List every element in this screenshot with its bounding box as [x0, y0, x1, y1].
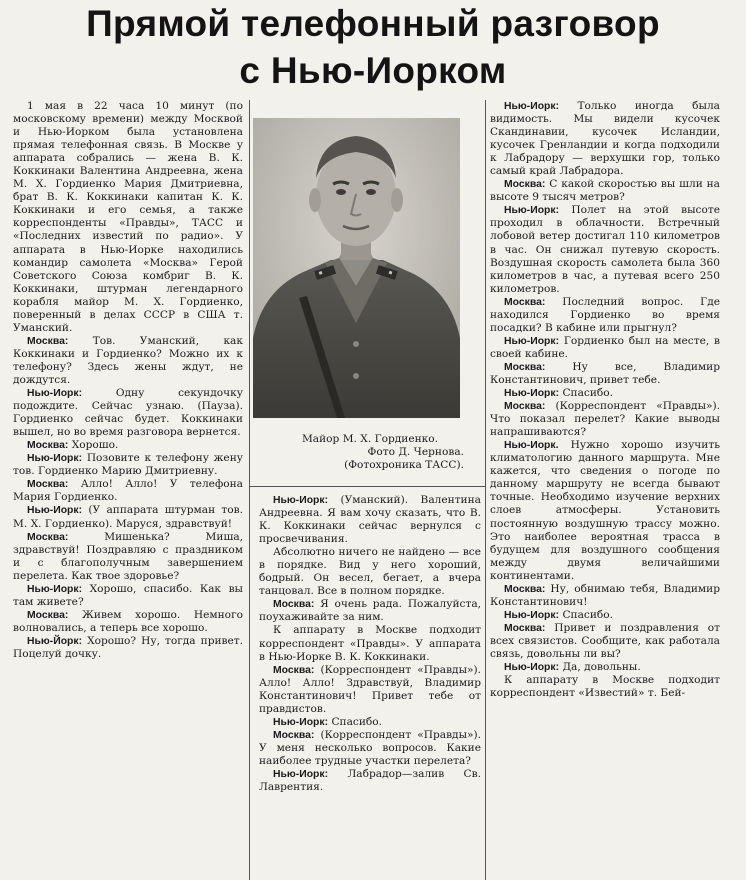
paragraph-text: (Корреспондент «Правды»). У меня несколько вопросов. Какие наиболее трудные участки перелета?: [259, 728, 481, 767]
paragraph: [490, 361, 720, 387]
speaker-label: Москва:: [273, 729, 315, 741]
speaker-label: Нью-Иорк:: [27, 583, 83, 595]
speaker-label: Нью-Иорк:: [273, 768, 329, 780]
paragraph: [13, 439, 243, 452]
paragraph: [13, 478, 243, 504]
paragraph: [13, 100, 243, 335]
paragraph: [490, 178, 720, 204]
paragraph: [13, 452, 243, 478]
paragraph: [13, 609, 243, 635]
paragraph-text: Лабрадор—залив Св. Лаврентия.: [259, 767, 481, 794]
speaker-label: Нью-Иорк:: [504, 205, 560, 217]
speaker-label: Москва:: [27, 440, 69, 452]
speaker-label: Нью-Иорк:: [27, 505, 83, 517]
speaker-label: Москва:: [273, 664, 315, 676]
speaker-label: Москва:: [27, 609, 69, 621]
paragraph-text: Спасибо.: [331, 715, 383, 728]
speaker-label: Нью-Иорк:: [273, 716, 329, 728]
speaker-label: Москва:: [27, 335, 69, 347]
paragraph: [13, 335, 243, 387]
speaker-label: Нью-Иорк:: [27, 388, 83, 400]
paragraph-text: К аппарату в Москве подходит корреспондент «Известий» т. Бей-: [490, 674, 720, 700]
speaker-label: Москва:: [27, 531, 69, 543]
paragraph-text: Хорошо.: [71, 439, 119, 452]
paragraph: [490, 296, 720, 335]
speaker-label: Нью-Иорк:: [27, 453, 83, 465]
paragraph: [13, 583, 243, 609]
paragraph: [13, 635, 243, 661]
speaker-label: Нью-Иорк:: [504, 662, 560, 674]
paragraph-text: Одну секундочку подождите. Сейчас узнаю. (Пауза). Гордиенко сейчас будет. Коккинаки вышел, но во время разговора вернется.: [13, 387, 243, 439]
paragraph: [259, 729, 481, 768]
paragraph: [13, 387, 243, 439]
paragraph-text: Живем хорошо. Немного волновались, а теперь все хорошо.: [13, 608, 243, 634]
paragraph-text: Да, довольны.: [562, 661, 641, 674]
paragraph-text: Только иногда была видимость. Мы видели кусочек Скандинавии, кусочек Исландии, кусочек Гренландии и когда подходили к Лабрадору — верхушки гор, только самый край Лабрадора.: [490, 100, 720, 178]
paragraph-text: К аппарату в Москве подходит корреспондент «Правды». У аппарата в Нью-Иорке В. К. Коккинаки.: [259, 624, 481, 663]
paragraph-text: С какой скоростью вы шли на высоте 9 тысяч метров?: [490, 178, 720, 204]
paragraph: [490, 609, 720, 622]
speaker-label: Москва:: [273, 599, 315, 611]
paragraph-text: Я очень рада. Пожалуйста, поухаживайте за ним.: [259, 598, 481, 624]
paragraph-text: Привет и поздравления от всех связистов. Сообщите, как работала связь, довольны ли вы?: [490, 621, 720, 660]
paragraph-text: Тов. Уманский, как Коккинаки и Гордиенко? Можно их к телефону? Здесь жены ждут, не дождутся.: [13, 334, 243, 386]
paragraph-text: Нужно хорошо изучить климатологию данного маршрута. Мне кажется, что сведения о погоде по данному маршруту не всегда бывают точные. Необходимо изучение верхних слоев атмосферы. Установить постоянную воздушную трассу можно. Это наиболее вероятная трасса в будущем для воздушного сообщения между двумя величайшими континентами.: [490, 439, 720, 582]
photo-caption-name: Майор М. Х. Гордиенко.: [301, 433, 439, 445]
paragraph-text: (Корреспондент «Правды»). Алло! Алло! Здравствуй, Владимир Константинович! Привет тебе от правдистов.: [259, 663, 481, 715]
photo-caption: [270, 433, 470, 472]
speaker-label: Москва:: [504, 179, 546, 191]
paragraph-text: Позовите к телефону жену тов. Гордиенко Марию Дмитриевну.: [13, 452, 243, 478]
paragraph: [259, 716, 481, 729]
paragraph-text: Полет на этой высоте проходил в облачности. Встречный лобовой ветер достигал 110 километров в час. Он снижал путевую скорость. Воздушная скорость самолета была 360 километров в час, а путевая всего 250 километров.: [490, 204, 720, 295]
photo-block-rule: [249, 486, 485, 487]
paragraph-text: Гордиенко был на месте, в своей кабине.: [490, 334, 720, 360]
speaker-label: Москва:: [504, 361, 546, 373]
paragraph: [490, 204, 720, 295]
speaker-label: Нью-Иорк:: [504, 101, 560, 112]
paragraph-text: Последний вопрос. Где находился Гордиенко во время посадки? В кабине или прыгнул?: [490, 295, 720, 334]
paragraph: [490, 439, 720, 583]
paragraph: [490, 100, 720, 178]
paragraph-text: (У аппарата штурман тов. М. Х. Гордиенко). Маруся, здравствуй!: [13, 504, 243, 530]
column-rule-right: [485, 100, 486, 880]
photo-credit: Фото Д. Чернова.: [367, 446, 464, 458]
paragraph: [490, 583, 720, 609]
headline-line-2: с Нью-Иорком: [239, 50, 507, 91]
paragraph: [259, 598, 481, 624]
paragraph: [259, 768, 481, 794]
article-column-2: [259, 494, 481, 880]
portrait-illustration: [253, 118, 460, 418]
speaker-label: Нью-Иорк:: [504, 609, 560, 621]
paragraph: [490, 400, 720, 439]
paragraph-text: Абсолютно ничего не найдено — все в порядке. Вид у него хороший, бодрый. Он весел, бегает, а вчера танцовал. Все в полном порядке.: [259, 546, 481, 598]
paragraph-text: (Корреспондент «Правды»). Что показал перелет? Какие выводы напрашиваются?: [490, 400, 720, 439]
paragraph: [259, 494, 481, 546]
article-column-1: [13, 100, 243, 880]
headline-line-1: Прямой телефонный разговор: [86, 3, 660, 44]
paragraph: [259, 664, 481, 716]
paragraph-text: 1 мая в 22 часа 10 минут (по московскому времени) между Москвой и Нью-Иорком была установлена прямая телефонная связь. В Москве у аппарата собрались — жена В. К. Коккинаки Валентина Андреевна, жена М. Х. Гордиенко Мария Дмитриевна, брат В. К. Коккинаки капитан К. К. Коккинаки и его семья, а также корреспонденты «Правды», ТАСС и «Последних известий по радио». У аппарата в Нью-Иорке находились командир самолета «Москва» Герой Советского Союза комбриг В. К. Коккинаки, штурман легендарного корабля майор М. Х. Гордиенко, поверенный в делах СССР в США т. Уманский.: [13, 100, 243, 334]
speaker-label: Москва:: [504, 622, 546, 634]
paragraph-text: Хорошо, спасибо. Как вы там живете?: [13, 582, 243, 608]
article-column-3: [490, 100, 720, 880]
paragraph: [490, 387, 720, 400]
paragraph: [13, 531, 243, 583]
paragraph: [13, 504, 243, 530]
paragraph-text: Алло! Алло! У телефона Мария Гордиенко.: [13, 478, 243, 504]
speaker-label: Нью-Йорк:: [27, 635, 83, 647]
speaker-label: Москва:: [504, 401, 546, 413]
speaker-label: Москва:: [504, 583, 546, 595]
paragraph-text: Ну, обнимаю тебя, Владимир Константинович!: [490, 582, 720, 608]
speaker-label: Нью-Иорк:: [504, 335, 560, 347]
speaker-label: Москва:: [27, 479, 69, 491]
paragraph: [259, 546, 481, 598]
speaker-label: Москва:: [504, 296, 546, 308]
paragraph: [490, 661, 720, 674]
paragraph: [490, 622, 720, 661]
paragraph: [490, 674, 720, 700]
speaker-label: Нью-Иорк:: [504, 388, 560, 400]
paragraph-text: Хорошо? Ну, тогда привет. Поцелуй дочку.: [13, 634, 243, 660]
column-rule-left: [249, 100, 250, 880]
paragraph: [490, 335, 720, 361]
paragraph-text: (Уманский). Валентина Андреевна. Я вам хочу сказать, что В. К. Коккинаки сейчас вернулся с просвечивания.: [259, 494, 481, 546]
paragraph: [259, 624, 481, 663]
paragraph-text: Мишенька? Миша, здравствуй! Поздравляю с праздником и с благополучным завершением перелета. Как твое здоровье?: [13, 530, 243, 582]
speaker-label: Нью-Иорк:: [273, 495, 329, 506]
paragraph-text: Спасибо.: [562, 387, 614, 400]
portrait-photo: [253, 118, 460, 418]
speaker-label: Нью-Иорк.: [504, 440, 559, 452]
paragraph-text: Спасибо.: [562, 608, 614, 621]
paragraph-text: Ну все, Владимир Константинович, привет тебе.: [490, 360, 720, 386]
photo-agency: (Фотохроника ТАСС).: [344, 459, 464, 471]
